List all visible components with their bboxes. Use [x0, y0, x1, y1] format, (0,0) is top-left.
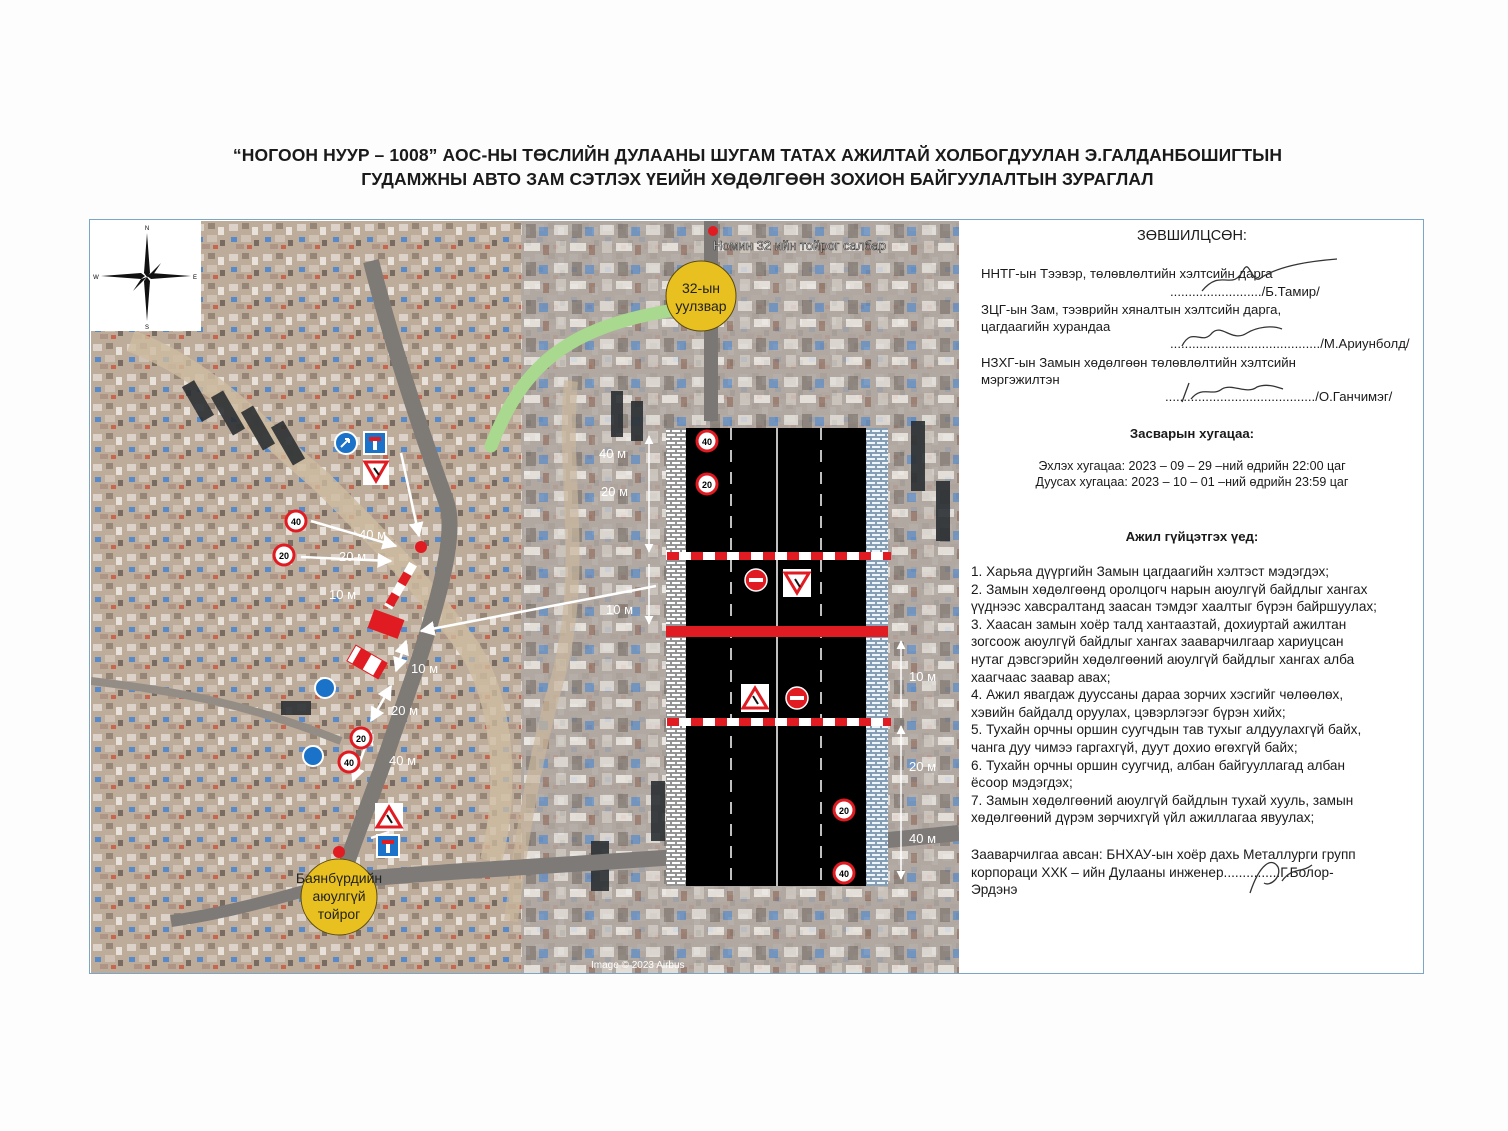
instruction-note — [971, 846, 1419, 899]
instruction-line-2: корпораци ХХК – ийн Дулааны инженер...............Г.Болор- — [971, 864, 1334, 880]
scheme-dist-20r: 20 м — [909, 759, 937, 774]
scheme-sign-20-a: 20 — [701, 480, 713, 490]
map-dist-10b: 10 м — [411, 661, 439, 676]
duty-line: 3. Хаасан замын хоёр талд хантаазтай, дохиуртай ажилтан — [971, 616, 1347, 632]
compass-e: E — [192, 275, 198, 281]
map-dist-20a: 20 м — [339, 549, 367, 564]
barrier-line-bottom — [666, 718, 891, 726]
period-start: Эхлэх хугацаа: 2023 – 09 – 29 –ний өдрийн 22:00 цаг — [1038, 459, 1346, 473]
keep-right-lower-icon — [315, 678, 335, 698]
work-point-top — [415, 541, 427, 553]
duties-heading: Ажил гүйцэтгэх үед: — [1125, 529, 1259, 544]
place-label: Номин 32 ийн тойрог салбар — [713, 238, 887, 253]
scheme-dist-10r: 10 м — [909, 669, 937, 684]
signature-ganchimeg — [1177, 377, 1287, 407]
duty-line: хөдөлгөөний дүрэм зөрчихгүй үйл ажиллагаа явуулах; — [971, 810, 1315, 826]
duty-line: нутаг дэвсгэрийн хөдөлгөөний аюулгүй байдлыг хангах алба — [971, 651, 1355, 667]
signature-ariunbold — [1177, 321, 1287, 351]
instruction-line-3: Эрдэнэ — [971, 882, 1018, 898]
compass-rose — [91, 221, 201, 331]
approval-heading: ЗӨВШИЛЦСӨН: — [1137, 228, 1247, 244]
keep-right-bottom-icon — [303, 746, 323, 766]
sign-cluster-bottom — [375, 803, 403, 857]
approval-org-1: ННТГ-ын Тээвэр, төлөвлөлтийн хэлтсийн дарга — [981, 266, 1273, 281]
compass-w: W — [93, 275, 99, 281]
approval-org-2a: ЗЦГ-ын Зам, тээврийн хяналтын хэлтсийн дарга, — [981, 302, 1282, 317]
work-point-bottom — [333, 846, 345, 858]
map-dist-40a: 40 м — [359, 527, 387, 542]
sidewalk-right — [866, 428, 888, 886]
satellite-map — [91, 221, 959, 973]
map-speed-40-b: 40 — [343, 758, 355, 768]
scheme-dist-10: 10 м — [606, 602, 634, 617]
roundabout-line1: Баянбүрдийн — [295, 870, 383, 886]
title-line-1: “НОГООН НУУР – 1008” АОС-НЫ ТӨСЛИЙН ДУЛААНЫ ШУГАМ ТАТАХ АЖИЛТАЙ ХОЛБОГДУУЛАН Э.ГАЛДАНБОШИГТЫН — [232, 145, 1283, 165]
scheme-sign-40-a: 40 — [701, 437, 713, 447]
info-panel — [962, 221, 1422, 973]
duty-line: зогсоож аюулгүй байдлыг хангах зааварчилгаар хариуцсан — [971, 634, 1344, 650]
map-dist-40b: 40 м — [389, 753, 417, 768]
scheme-sign-40-b: 40 — [838, 869, 850, 879]
approval-sig-3: ........................................./О.Ганчимэг/ — [1165, 389, 1393, 404]
duty-line: чанга дуу чимээ гаргахгүй, дуут дохио өгөхгүй байх; — [971, 739, 1298, 755]
document-title — [90, 143, 1425, 191]
compass-s: S — [144, 325, 150, 331]
barrier-line-top — [666, 552, 891, 560]
instruction-line-1: Зааварчилгаа авсан: БНХАУ-ын хоёр дахь Металлурги групп — [971, 847, 1356, 862]
compass-n: N — [144, 226, 150, 232]
approval-org-3a: НЗХГ-ын Замын хөдөлгөөн төлөвлөлтийн хэлтсийн — [981, 355, 1296, 370]
duty-line: хэвийн байдалд оруулах, цэвэрлэгээг бүрэн хийх; — [971, 704, 1286, 720]
duties-list — [971, 563, 1419, 827]
map-dist-20b: 20 м — [391, 703, 419, 718]
duty-line: 5. Тухайн орчны оршин суугчдын тав тухыг алдуулахгүй байх, — [971, 722, 1362, 738]
map-speed-20-a: 20 — [278, 551, 290, 561]
period-end: Дуусах хугацаа: 2023 – 10 – 01 –ний өдрийн 23:59 цаг — [1035, 475, 1349, 489]
place-pin-icon — [708, 226, 718, 236]
scheme-sign-20-b: 20 — [838, 806, 850, 816]
map-speed-20-b: 20 — [355, 734, 367, 744]
junction-32 — [666, 261, 736, 331]
duty-line: 1. Харьяа дүүргийн Замын цагдаагийн хэлтэст мэдэгдэх; — [971, 564, 1330, 579]
title-line-2: ГУДАМЖНЫ АВТО ЗАМ СЭТЛЭХ ҮЕИЙН ХӨДӨЛГӨӨН ЗОХИОН БАЙГУУЛАЛТЫН ЗУРАГЛАЛ — [361, 169, 1154, 189]
duty-line: 6. Тухайн орчны оршин суугчид, албан байгууллагад албан — [971, 757, 1345, 773]
signature-tamir — [1192, 257, 1342, 297]
approval-org-2b: цагдаагийн хурандаа — [981, 319, 1111, 334]
map-speed-40-a: 40 — [290, 517, 302, 527]
roundabout-line2: аюулгүй — [312, 888, 366, 904]
junction-32-line1: 32-ын — [681, 280, 721, 296]
trench-line — [666, 626, 888, 637]
duty-line: хаагчаас заавар авах; — [971, 669, 1111, 685]
imagery-attribution: Image © 2023 Airbus — [591, 960, 685, 971]
map-dist-10a: 10 м — [329, 587, 357, 602]
duty-line: 2. Замын хөдөлгөөнд оролцогч нарын аюулгүй байдлыг хангах — [971, 581, 1368, 597]
duty-line: 7. Замын хөдөлгөөний аюулгүй байдлын тухай хууль, замын — [971, 792, 1354, 808]
period-heading: Засварын хугацаа: — [1129, 426, 1255, 441]
scheme-dist-40: 40 м — [599, 446, 627, 461]
duty-line: үүднээс хавсралтанд заасан тэмдэг хаалтыг бүрэн байршуулах; — [971, 599, 1377, 615]
sidewalk-left — [666, 428, 686, 886]
approval-sig-2: ........................................./М.Ариунболд/ — [1170, 336, 1410, 351]
signature-bolor-erdene — [1242, 853, 1322, 899]
approval-org-3b: мэргэжилтэн — [981, 372, 1060, 387]
roundabout-line3: тойрог — [317, 906, 361, 922]
scheme-dist-20: 20 м — [601, 484, 629, 499]
duty-line: 4. Ажил явагдаж дууссаны дараа зорчих хэсгийг чөлөөлөх, — [971, 687, 1344, 703]
scheme-dist-40r: 40 м — [909, 831, 937, 846]
map-svg — [91, 221, 959, 973]
approval-sig-1: ........................./Б.Тамир/ — [1170, 284, 1320, 299]
junction-32-line2: уулзвар — [675, 298, 727, 314]
duty-line: ёсоор мэдэгдэх; — [971, 775, 1073, 791]
